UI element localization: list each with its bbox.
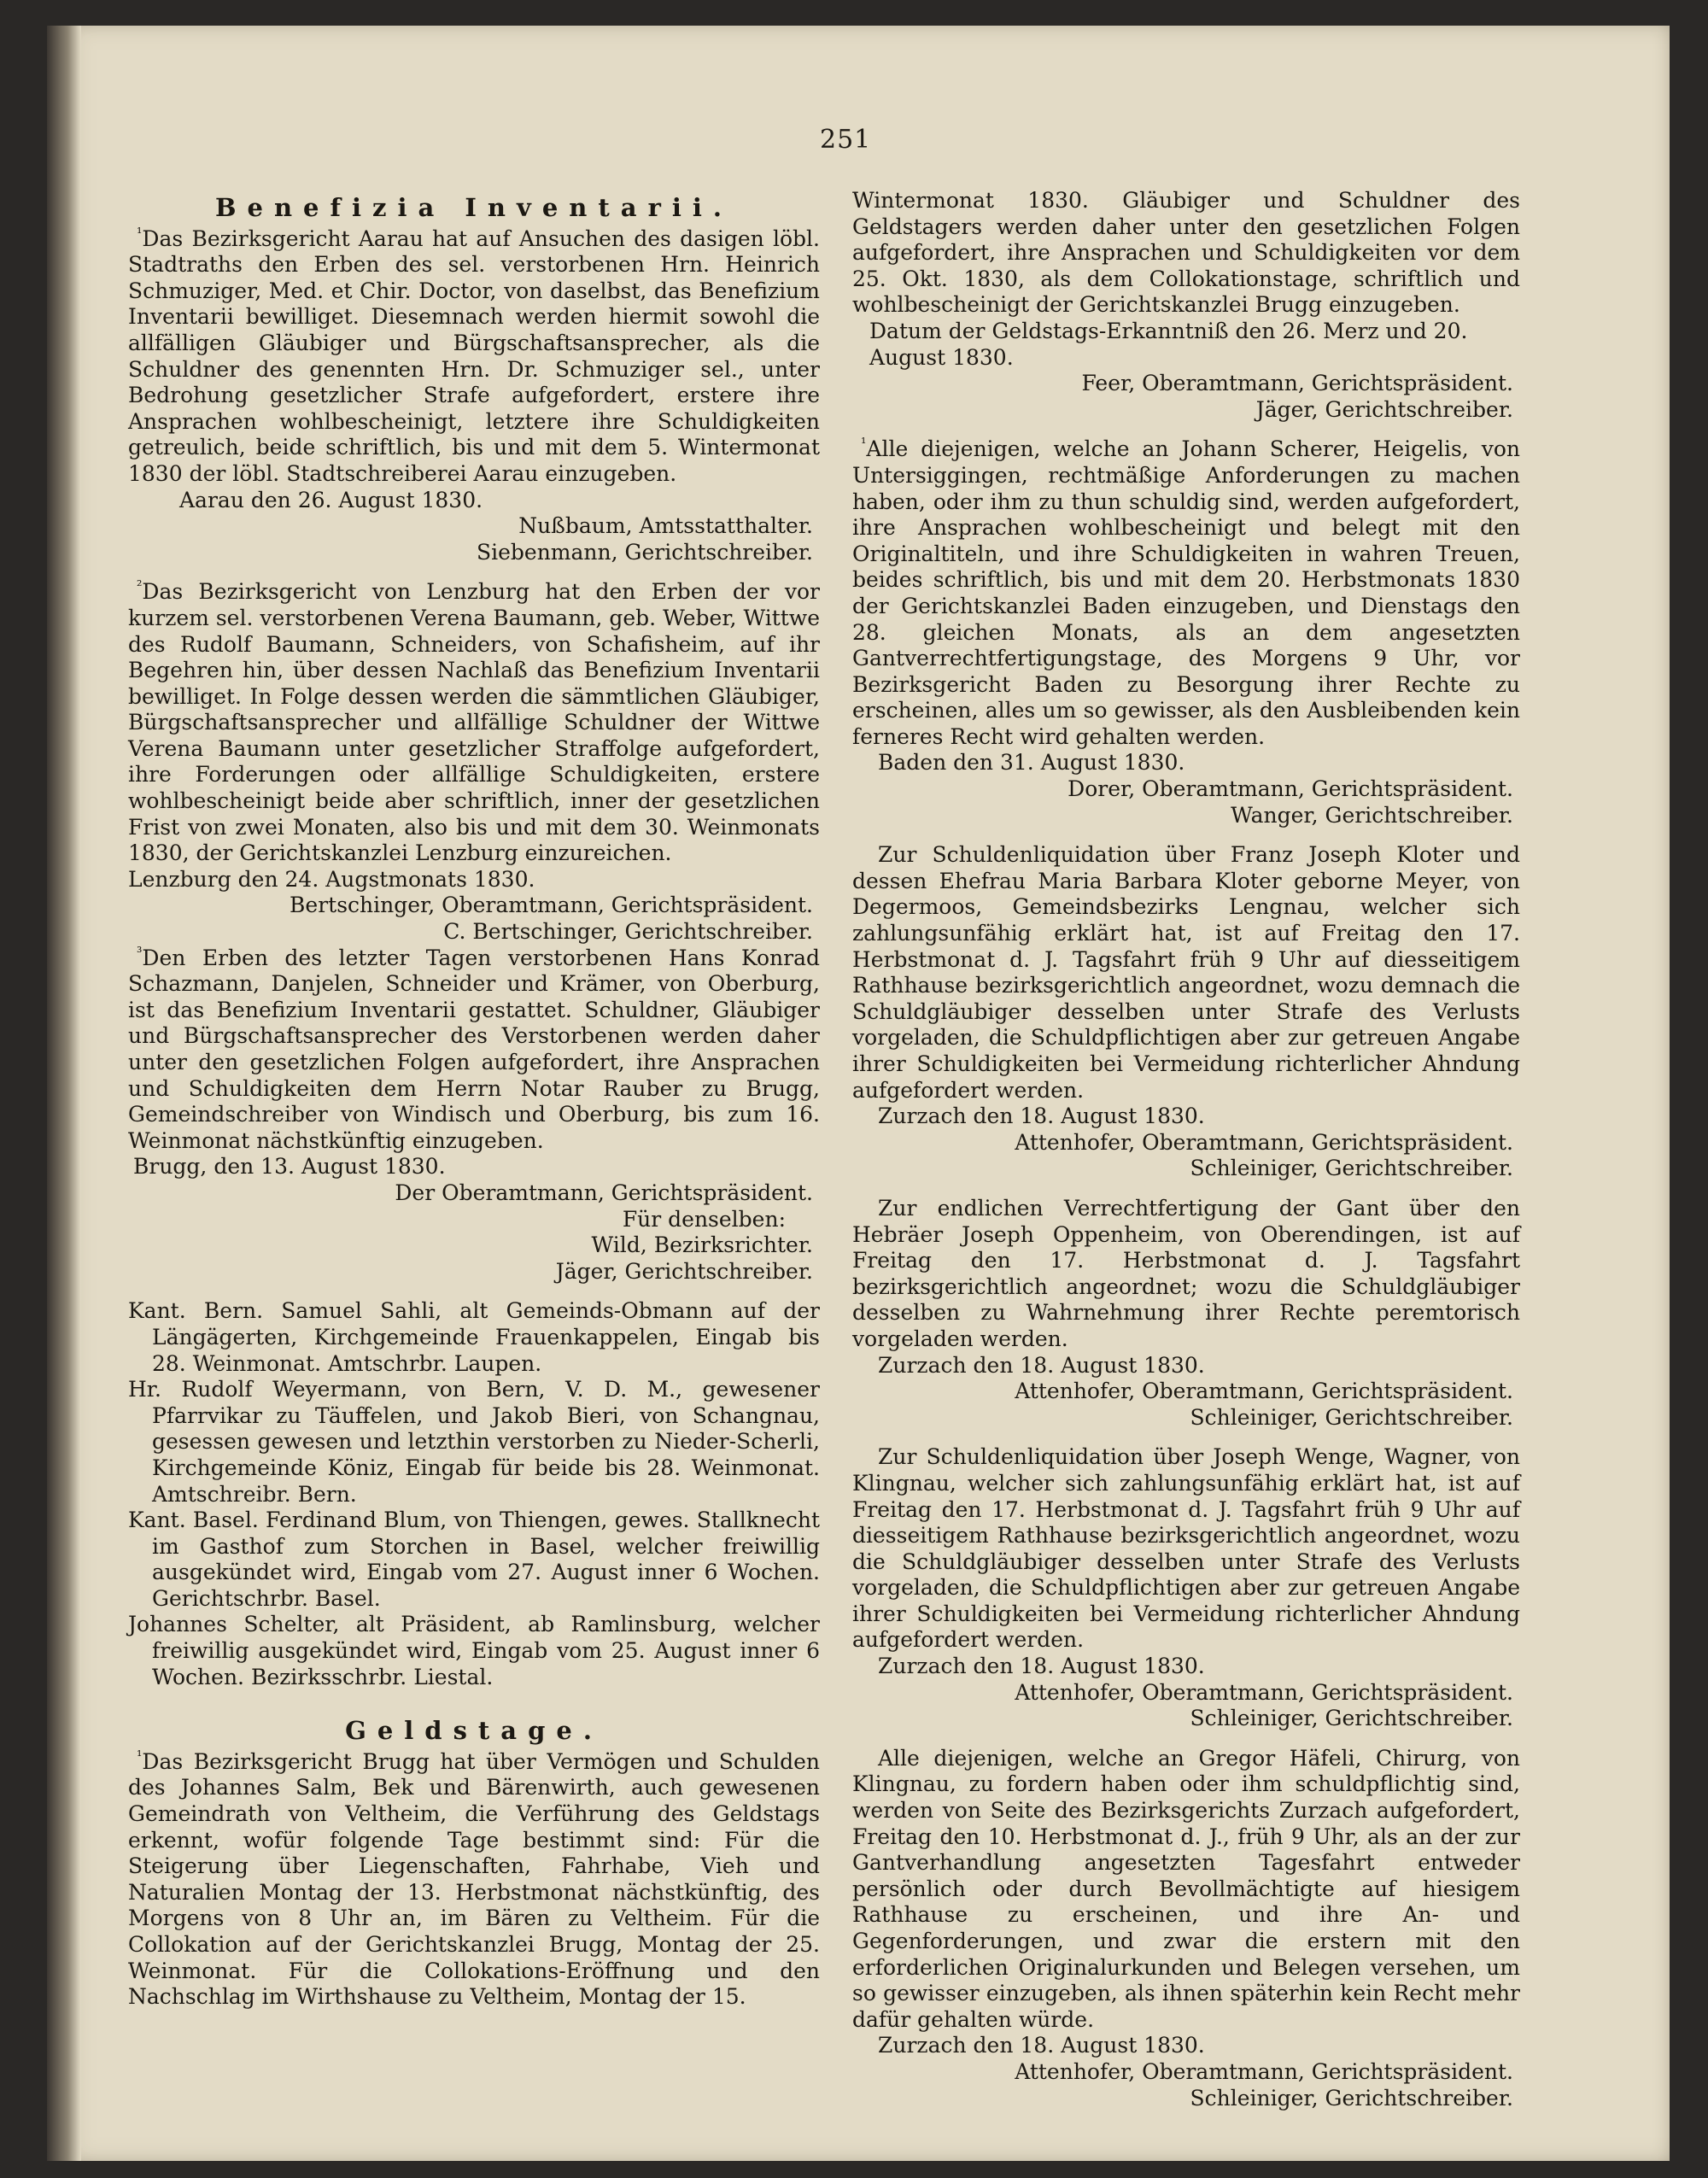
footnote-marker: ¹ <box>137 224 143 241</box>
notice-signature: Jäger, Gerichtschreiber. <box>555 1258 813 1284</box>
notice-paragraph: Zur Schuldenliquidation über Joseph Wenge, Wagner, von Klingnau, welcher sich zahlungsunfähig erklärt hat, ist auf Freitag den 17. Herbstmonat d. J. Tagsfahrt früh 9 Uhr auf diesseitigem Rathhause bezirksgerichtlich angeordnet, wozu die Schuldgläubiger desselben unter Strafe des Verlusts vorgeladen, die Schuldpflichtigen aber zur getreuen Angabe ihrer Schuldigkeiten bei Vermeidung richterlicher Ahndung aufgefordert werden. <box>852 1444 1520 1653</box>
section-heading-geldstage: Geldstage. <box>345 1716 603 1746</box>
canton-notice: Kant. Basel. Ferdinand Blum, von Thiengen, gewes. Stallknecht im Gasthof zum Storchen in Basel, welcher freiwillig ausgekündet wird, Eingab vom 27. August inner 6 Wochen. Gerichtschrbr. Basel. <box>128 1508 820 1611</box>
notice-signature: Attenhofer, Oberamtmann, Gerichtspräsident. <box>1015 1379 1513 1404</box>
notice-signature: Wanger, Gerichtschreiber. <box>1231 802 1513 828</box>
notice-paragraph <box>128 943 820 1155</box>
footnote-marker: ¹ <box>861 435 867 452</box>
canton-notice: Hr. Rudolf Weyermann, von Bern, V. D. M., gewesener Pfarrvikar zu Täuffelen, und Jakob Bieri, von Schangnau, gesessen gewesen und letzthin verstorben zu Nieder-Scherli, Kirchgemeinde Köniz, Eingab für beide bis 28. Weinmonat. Amtschreibr. Bern. <box>128 1377 820 1507</box>
notice-date: Zurzach den 18. August 1830. <box>878 1104 1205 1129</box>
right-column <box>852 188 1520 2111</box>
notice-date: Lenzburg den 24. Augstmonats 1830. <box>128 866 535 892</box>
notice-date: Zurzach den 18. August 1830. <box>878 1654 1205 1679</box>
notice-text: Das Bezirksgericht Brugg hat über Vermögen und Schulden des Johannes Salm, Bek und Bärenwirth, auch gewesenen Gemeindrath von Veltheim, die Verführung des Geldstags erkennt, wofür folgende Tage bestimmt sind: Für die Steigerung über Liegenschaften, Fahrhabe, Vieh und Naturalien Montag der 13. Herbstmonat nächstkünftig, des Morgens von 8 Uhr an, im Bären zu Veltheim. Für die Collokation auf der Gerichtskanzlei Brugg, Montag der 25. Weinmonat. Für die Collokations-Eröffnung und den Nachschlag im Wirthshause zu Veltheim, Montag der 15. <box>128 1748 820 2010</box>
notice-signature: Für denselben: <box>622 1206 786 1232</box>
notice-paragraph: Wintermonat 1830. Gläubiger und Schuldner des Geldstagers werden daher unter den gesetzlichen Folgen aufgefordert, ihre Ansprachen und Schuldigkeiten vor dem 25. Okt. 1830, als dem Collokationstage, schriftlich und wohlbescheinigt der Gerichtskanzlei Brugg einzugeben. <box>852 188 1520 318</box>
notice-signature: Nußbaum, Amtsstatthalter. <box>518 513 813 539</box>
notice-paragraph <box>128 579 820 867</box>
notice-text: Das Bezirksgericht von Lenzburg hat den Erben der vor kurzem sel. verstorbenen Verena Baumann, geb. Weber, Wittwe des Rudolf Baumann, Schneiders, von Schafisheim, auf ihr Begehren hin, über dessen Nachlaß das Benefizium Inventarii bewilliget. In Folge dessen werden die sämmtlichen Gläubiger, Bürgschaftsansprecher und allfällige Schuldner der Wittwe Verena Baumann unter gesetzlicher Straffolge aufgefordert, ihre Forderungen oder allfällige Schuldigkeiten, erstere wohlbescheinigt beide aber schriftlich, inner der gesetzlichen Frist von zwei Monaten, also bis und mit dem 30. Weinmonats 1830, der Gerichtskanzlei Lenzburg einzureichen. <box>128 579 820 866</box>
notice-paragraph <box>852 436 1520 750</box>
notice-signature: Schleiniger, Gerichtschreiber. <box>1190 1404 1513 1430</box>
notice-signature: Schleiniger, Gerichtschreiber. <box>1190 2085 1513 2111</box>
notice-date: Datum der Geldstags-Erkanntniß den 26. Merz und 20. August 1830. <box>869 318 1468 370</box>
notice-paragraph: Alle diejenigen, welche an Gregor Häfeli, Chirurg, von Klingnau, zu fordern haben oder ihm schuldpflichtig sind, werden von Seite des Bezirksgerichts Zurzach aufgefordert, Freitag den 10. Herbstmonat d. J., früh 9 Uhr, als an der zur Gantverhandlung angesetzten Tagesfahrt entweder persönlich oder durch Bevollmächtigte auf hiesigem Rathhause zu erscheinen, und ihre An- und Gegenforderungen, und zwar die erstern mit den erforderlichen Originalurkunden und Belegen versehen, um so gewisser einzugeben, als ihnen späterhin kein Recht mehr dafür gehalten würde. <box>852 1745 1520 2032</box>
notice-text: Das Bezirksgericht Aarau hat auf Ansuchen des dasigen löbl. Stadtraths den Erben des sel. verstorbenen Hrn. Heinrich Schmuziger, Med. et Chir. Doctor, von daselbst, das Benefizium Inventarii bewilliget. Diesemnach werden hiermit sowohl die allfälligen Gläubiger und Bürgschaftsansprecher, als die Schuldner des genennten Hrn. Dr. Schmuziger sel., unter Bedrohung gesetzlicher Strafe aufgefordert, erstere ihre Ansprachen wohlbescheinigt, letztere ihre Schuldigkeiten getreulich, beide schriftlich, bis und mit dem 5. Wintermonat 1830 der löbl. Stadtschreiberei Aarau einzugeben. <box>128 225 820 486</box>
notice-signature: Feer, Oberamtmann, Gerichtspräsident. <box>1081 371 1513 396</box>
footnote-marker: ² <box>137 577 143 594</box>
notice-paragraph: Zur endlichen Verrechtfertigung der Gant über den Hebräer Joseph Oppenheim, von Oberendingen, ist auf Freitag den 17. Herbstmonat d. J. Tagsfahrt bezirksgerichtlich angeordnet; wozu die Schuldgläubiger desselben zu Wahrnehmung ihrer Rechte peremtorisch vorgeladen werden. <box>852 1195 1520 1351</box>
notice-signature: C. Bertschinger, Gerichtschreiber. <box>443 919 813 945</box>
notice-paragraph <box>128 226 820 488</box>
notice-signature: Attenhofer, Oberamtmann, Gerichtspräsident. <box>1015 1129 1513 1155</box>
notice-signature: Bertschinger, Oberamtmann, Gerichtspräsident. <box>290 893 813 918</box>
notice-signature: Schleiniger, Gerichtschreiber. <box>1190 1706 1513 1731</box>
notice-text: Alle diejenigen, welche an Johann Scherer, Heigelis, von Untersiggingen, rechtmäßige Anforderungen zu machen haben, oder ihm zu thun schuldig sind, werden aufgefordert, ihre Ansprachen wohlbescheinigt und belegt mit den Originaltiteln, und ihre Schuldigkeiten in wahren Treuen, beides schriftlich, bis und mit dem 20. Herbstmonats 1830 der Gerichtskanzlei Baden einzugeben, und Dienstags den 28. gleichen Monats, als an dem angesetzten Gantverrechtfertigungstage, des Morgens 9 Uhr, vor Bezirksgericht Baden zu Besorgung ihrer Rechte zu erscheinen, alles um so gewisser, als den Ausbleibenden kein ferneres Recht wird gehalten werden. <box>852 436 1520 749</box>
footnote-marker: ³ <box>137 943 143 960</box>
left-column <box>128 188 820 2011</box>
notice-date: Zurzach den 18. August 1830. <box>878 2033 1205 2058</box>
notice-date: Brugg, den 13. August 1830. <box>133 1154 446 1180</box>
canton-notice: Johannes Schelter, alt Präsident, ab Ramlinsburg, welcher freiwillig ausgekündet wird, Eingab vom 25. August inner 6 Wochen. Bezirksschrbr. Liestal. <box>128 1612 820 1689</box>
notice-paragraph <box>128 1749 820 2011</box>
notice-date: Baden den 31. August 1830. <box>878 750 1185 776</box>
footnote-marker: ¹ <box>137 1747 143 1764</box>
notice-paragraph: Zur Schuldenliquidation über Franz Joseph Kloter und dessen Ehefrau Maria Barbara Kloter geborne Meyer, von Degermoos, Gemeindsbezirks Lengnau, welcher sich zahlungsunfähig erklärt hat, ist auf Freitag den 17. Herbstmonat d. J. Tagsfahrt früh 9 Uhr auf diesseitigem Rathhause bezirksgerichtlich angeordnet, wozu demnach die Schuldgläubiger desselben unter Strafe des Verlusts vorgeladen, die Schuldpflichtigen aber zur getreuen Angabe ihrer Schuldigkeiten bei Vermeidung richterlicher Ahndung aufgefordert werden. <box>852 842 1520 1103</box>
notice-signature: Siebenmann, Gerichtschreiber. <box>476 539 813 565</box>
notice-signature: Schleiniger, Gerichtschreiber. <box>1190 1156 1513 1181</box>
notice-signature: Der Oberamtmann, Gerichtspräsident. <box>395 1180 813 1205</box>
page-gutter-shadow <box>47 26 81 2161</box>
notice-signature: Dorer, Oberamtmann, Gerichtspräsident. <box>1068 776 1513 802</box>
notice-signature: Jäger, Gerichtschreiber. <box>1255 396 1513 422</box>
page-number: 251 <box>820 125 872 155</box>
canton-notice: Kant. Bern. Samuel Sahli, alt Gemeinds-Obmann auf der Längägerten, Kirchgemeinde Frauenkappelen, Eingab bis 28. Weinmonat. Amtschrbr. Laupen. <box>128 1298 820 1376</box>
notice-signature: Wild, Bezirksrichter. <box>591 1232 813 1258</box>
notice-date: Zurzach den 18. August 1830. <box>878 1352 1205 1378</box>
notice-signature: Attenhofer, Oberamtmann, Gerichtspräsident. <box>1015 1679 1513 1705</box>
notice-signature: Attenhofer, Oberamtmann, Gerichtspräsident. <box>1015 2058 1513 2084</box>
notice-text: Den Erben des letzter Tagen verstorbenen Hans Konrad Schazmann, Danjelen, Schneider und Krämer, von Oberburg, ist das Benefizium Inventarii gestattet. Schuldner, Gläubiger und Bürgschaftsansprecher des Verstorbenen werden daher unter den gesetzlichen Folgen aufgefordert, ihre Ansprachen und Schuldigkeiten dem Herrn Notar Rauber zu Brugg, Gemeindschreiber von Windisch und Oberburg, bis zum 16. Weinmonat nächstkünftig einzugeben. <box>128 945 820 1153</box>
section-heading-benefizia: Benefizia Inventarii. <box>215 193 733 222</box>
notice-date: Aarau den 26. August 1830. <box>179 487 483 512</box>
